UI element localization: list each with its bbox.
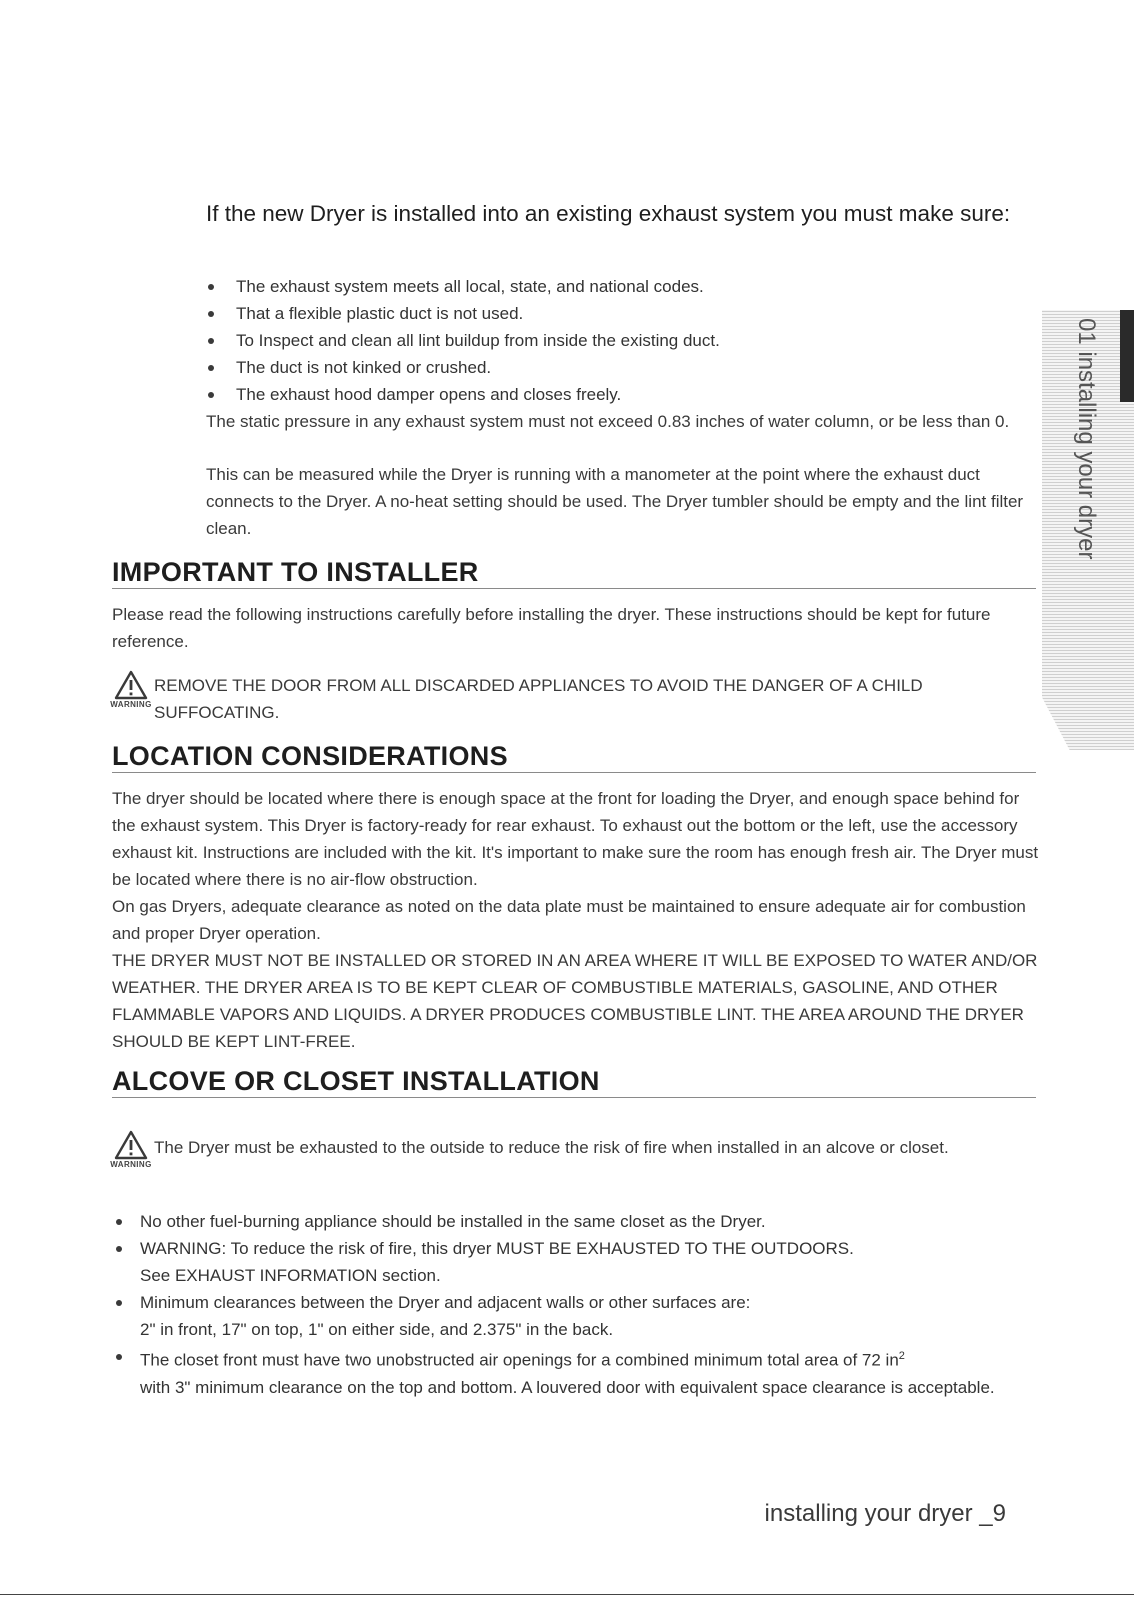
alcove-bullet-list xyxy=(112,1208,1042,1401)
chapter-tab-label: 01 installing your dryer xyxy=(1073,318,1100,560)
warning-icon xyxy=(110,1130,150,1170)
intro-heading: If the new Dryer is installed into an existing exhaust system you must make sure: xyxy=(206,201,1011,226)
list-item xyxy=(112,1289,1042,1343)
tab-marker xyxy=(1120,310,1134,402)
alcove-warning-text: The Dryer must be exhausted to the outside to reduce the risk of fire when installed in an alcove or closet. xyxy=(154,1138,949,1157)
bullet-text: Minimum clearances between the Dryer and adjacent walls or other surfaces are: xyxy=(140,1293,751,1312)
section-divider xyxy=(112,588,1036,589)
bullet-text: See EXHAUST INFORMATION section. xyxy=(140,1266,441,1285)
list-item: To Inspect and clean all lint buildup from inside the existing duct. xyxy=(206,327,1036,354)
list-item xyxy=(112,1235,1042,1289)
warning-label: WARNING xyxy=(110,700,152,709)
warning-icon xyxy=(110,670,150,710)
list-item xyxy=(112,1343,1042,1401)
list-item: That a flexible plastic duct is not used. xyxy=(206,300,1036,327)
location-paragraph-2: On gas Dryers, adequate clearance as noted on the data plate must be maintained to ensure adequate air for combustion and proper Dryer operation. xyxy=(112,897,1026,943)
section-divider xyxy=(112,1097,1036,1098)
section-title-location: LOCATION CONSIDERATIONS xyxy=(112,741,508,771)
installer-paragraph: Please read the following instructions carefully before installing the dryer. These instructions should be kept for future reference. xyxy=(112,605,991,651)
superscript: 2 xyxy=(898,1350,905,1362)
section-title-installer: IMPORTANT TO INSTALLER xyxy=(112,557,479,587)
chapter-side-tab xyxy=(1042,310,1134,750)
bullet-text: The closet front must have two unobstructed air openings for a combined minimum total area of 72 in xyxy=(140,1350,899,1370)
bullet-text: with 3" minimum clearance on the top and bottom. A louvered door with equivalent space clearance is acceptable. xyxy=(140,1377,995,1397)
page-footer: installing your dryer _9 xyxy=(764,1500,1006,1527)
section-title-alcove: ALCOVE OR CLOSET INSTALLATION xyxy=(112,1066,600,1096)
warning-label: WARNING xyxy=(110,1160,152,1169)
list-item: The exhaust hood damper opens and closes freely. xyxy=(206,381,1036,408)
static-pressure-paragraph: The static pressure in any exhaust system must not exceed 0.83 inches of water column, or be less than 0. xyxy=(206,412,1010,431)
location-paragraph-1: The dryer should be located where there is enough space at the front for loading the Dryer, and enough space behind for the exhaust system. This Dryer is factory-ready for rear exhaust. To exhaust out the bottom or the left, use the accessory exhaust kit. Instructions are included with the kit. It's important to make sure the room has enough fresh air. The Dryer must be located where there is no air-flow obstruction. xyxy=(112,789,1039,889)
list-item xyxy=(112,1208,1042,1235)
list-item: The duct is not kinked or crushed. xyxy=(206,354,1036,381)
bullet-text: WARNING: To reduce the risk of fire, this dryer MUST BE EXHAUSTED TO THE OUTDOORS. xyxy=(140,1239,854,1258)
bullet-text: 2" in front, 17" on top, 1" on either side, and 2.375" in the back. xyxy=(140,1320,614,1339)
installer-warning-text xyxy=(154,672,1014,726)
section-divider xyxy=(112,772,1036,773)
intro-bullet-list xyxy=(206,273,1036,408)
list-item: The exhaust system meets all local, state, and national codes. xyxy=(206,273,1036,300)
bullet-text: No other fuel-burning appliance should be installed in the same closet as the Dryer. xyxy=(140,1212,766,1231)
location-paragraph-3: THE DRYER MUST NOT BE INSTALLED OR STORED IN AN AREA WHERE IT WILL BE EXPOSED TO WATER AND/OR WEATHER. THE DRYER AREA IS TO BE KEPT CLEAR OF COMBUSTIBLE MATERIALS, GASOLINE, AND OTHER FLAMMABLE VAPORS AND LIQUIDS. A DRYER PRODUCES COMBUSTIBLE LINT. THE AREA AROUND THE DRYER SHOULD BE KEPT LINT-FREE. xyxy=(112,951,1038,1051)
measurement-paragraph: This can be measured while the Dryer is running with a manometer at the point where the exhaust duct connects to the Dryer. A no-heat setting should be used. The Dryer tumbler should be empty and the lint filter clean. xyxy=(206,465,1024,538)
footer-divider xyxy=(0,1594,1134,1595)
warning-text: REMOVE THE DOOR FROM ALL DISCARDED APPLIANCES TO AVOID THE DANGER OF A CHILD SUFFOCATING. xyxy=(154,676,923,722)
